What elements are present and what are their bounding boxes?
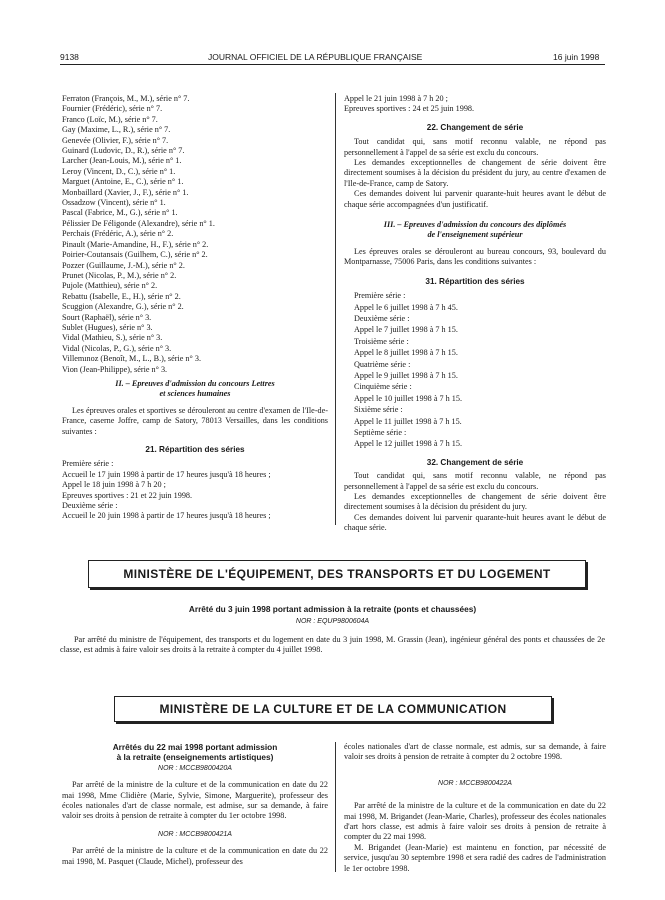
list-item: Monbaillard (Xavier, J., F.), série n° 1. — [62, 187, 189, 197]
paragraph: écoles nationales d'art de classe normale, est admis, sur sa demande, à faire valoir ses droits à pension de retraite à compter du 2 octobre 1998. — [344, 742, 606, 762]
list-item: Poirier-Coutansais (Guilhem, C.), série n° 2. — [62, 250, 208, 260]
list-item: Pujole (Matthieu), série n° 2. — [62, 281, 158, 291]
paragraph: Les demandes exceptionnelles de changement de série doivent être directement soumises à la décision du président du jury, au centre d'examen de l'Ile-de-France, camp de Satory. — [344, 158, 606, 188]
culture-left-column — [62, 742, 328, 867]
serie-label: Cinquième série : — [354, 382, 412, 392]
list-item: Sourt (Raphaël), série n° 3. — [62, 312, 152, 322]
arrete-body: Par arrêté du ministre de l'équipement, des transports et du logement en date du 3 juin 1998, M. Grassin (Jean), ingénieur général des ponts et chaussées de 2e classe, est admis à faire valoir ses droits à la retraite à compter du 4 juillet 1998. — [60, 635, 605, 655]
section-III-paragraph: Les épreuves orales se dérouleront au bureau concours, 93, boulevard du Montparnasse, 75006 Paris, dans les conditions suivantes : — [344, 246, 606, 267]
serie-line: Appel le 11 juillet 1998 à 7 h 15. — [354, 416, 462, 426]
banner-text: MINISTÈRE DE L'ÉQUIPEMENT, DES TRANSPORTS ET DU LOGEMENT — [123, 567, 551, 581]
paragraph: Tout candidat qui, sans motif reconnu valable, ne répond pas personnellement à l'appel de sa série est exclu du concours. — [344, 471, 606, 491]
column-divider — [335, 93, 336, 525]
list-item: Marguet (Antoine, E., C.), série n° 1. — [62, 177, 184, 187]
list-item: Pélissier De Féligonde (Alexandre), série n° 1. — [62, 218, 215, 228]
serie-line: Accueil le 17 juin 1998 à partir de 17 heures jusqu'à 18 heures ; — [62, 469, 271, 479]
section-II-title: II. – Epreuves d'admission du concours Lettres — [115, 379, 275, 388]
paragraph: Les demandes exceptionnelles de changement de série doivent être directement soumises à la décision du président du jury. — [344, 492, 606, 512]
paragraph: M. Brigandet (Jean-Marie) est maintenu en fonction, par nécessité de service, jusqu'au 30 septembre 1998 et sera radié des cadres de l'administration le 1er octobre 1998. — [344, 842, 606, 873]
section-II — [62, 379, 328, 522]
issue-date: 16 juin 1998 — [553, 52, 600, 62]
paragraph: Par arrêté de la ministre de la culture et de la communication en date du 22 mai 1998, Mme Clidière (Marie, Sylvie, Simone, Marguerite), professeur des écoles nationales d'art de classe normale, est admise, sur sa demande, à faire valoir ses droits à pension de retraite à compter du 1er octobre 1998. — [62, 780, 328, 821]
list-item: Gay (Maxime, L., R.), série n° 7. — [62, 125, 171, 135]
ministry-banner-equipement — [88, 560, 586, 588]
serie-line: Accueil le 20 juin 1998 à partir de 17 heures jusqu'à 18 heures ; — [62, 511, 271, 521]
arretes-title: Arrêtés du 22 mai 1998 portant admission — [112, 742, 278, 752]
serie-line: Appel le 9 juillet 1998 à 7 h 15. — [354, 370, 458, 380]
list-item: Vion (Jean-Philippe), série n° 3. — [62, 364, 168, 374]
list-item: Sublet (Hugues), série n° 3. — [62, 322, 153, 332]
serie-line: Appel le 6 juillet 1998 à 7 h 45. — [354, 302, 458, 312]
serie-label: Première série : — [62, 459, 114, 469]
list-item: Scuggion (Alexandre, G.), série n° 2. — [62, 302, 184, 312]
serie-line: Epreuves sportives : 21 et 22 juin 1998. — [62, 490, 193, 500]
list-item: Pinault (Marie-Amandine, H., F.), série n° 2. — [62, 239, 209, 249]
series-list — [344, 290, 606, 450]
page-number: 9138 — [60, 52, 79, 62]
section-III-title: III. – Epreuves d'admission du concours des diplômés — [383, 220, 567, 230]
list-item: Franco (Loïc, M.), série n° 7. — [62, 114, 158, 124]
column-divider — [335, 742, 336, 872]
arretes-subtitle: à la retraite (enseignements artistiques) — [116, 752, 274, 763]
serie-label: Deuxième série : — [62, 501, 118, 511]
paragraph: Tout candidat qui, sans motif reconnu valable, ne répond pas personnellement à l'appel de sa série est exclu du concours. — [344, 137, 606, 157]
paragraph: Ces demandes doivent lui parvenir quarante-huit heures avant le début de chaque série accompagnées d'un justificatif. — [344, 189, 606, 209]
serie-label: Deuxième série : — [354, 313, 410, 323]
nor-reference: NOR : EQUP9800604A — [295, 618, 370, 625]
serie-label: Quatrième série : — [354, 359, 411, 369]
paragraph: Par arrêté de la ministre de la culture et de la communication en date du 22 mai 1998, M. Brigandet (Jean-Marie, Charles), professeur des écoles nationales d'art hors classe, est admis à faire valoir ses droits à pension de retraite à compter du 22 mai 1998. — [344, 801, 606, 842]
serie-label: Troisième série : — [354, 336, 409, 346]
list-item: Pozzer (Guillaume, J.-M.), série n° 2. — [62, 260, 185, 270]
serie-line: Appel le 10 juillet 1998 à 7 h 15. — [354, 393, 463, 403]
serie-line: Epreuves sportives : 24 et 25 juin 1998. — [344, 104, 475, 114]
list-item: Fournier (Frédéric), série n° 7. — [62, 104, 163, 114]
list-item: Guinard (Ludovic, D., R.), série n° 7. — [62, 146, 185, 156]
name-list — [62, 94, 328, 375]
serie-line: Appel le 12 juillet 1998 à 7 h 15. — [354, 439, 463, 449]
serie-line: Appel le 21 juin 1998 à 7 h 20 ; — [344, 94, 448, 103]
list-item: Larcher (Jean-Louis, M.), série n° 1. — [62, 156, 182, 166]
list-item: Leroy (Vincent, D., C.), série n° 1. — [62, 166, 176, 176]
paragraph: Ces demandes doivent lui parvenir quarante-huit heures avant le début de chaque série. — [344, 512, 606, 533]
serie-line: Appel le 7 juillet 1998 à 7 h 15. — [354, 325, 458, 335]
list-item: Pascal (Fabrice, M., G.), série n° 1. — [62, 208, 178, 218]
list-item: Rebattu (Isabelle, E., H.), série n° 2. — [62, 291, 181, 301]
right-column-top — [344, 94, 606, 534]
section-II-subtitle: et sciences humaines — [159, 389, 231, 399]
list-item: Ossadzow (Vincent), série n° 1. — [62, 198, 166, 208]
list-item: Prunet (Nicolas, P., M.), série n° 2. — [62, 270, 177, 280]
arrete-title: Arrêté du 3 juin 1998 portant admission à la retraite (ponts et chaussées) — [188, 604, 477, 614]
subsection-32-title: 32. Changement de série — [426, 457, 524, 467]
serie-line: Appel le 8 juillet 1998 à 7 h 15. — [354, 348, 458, 358]
serie-label: Première série : — [354, 291, 406, 301]
culture-right-column — [344, 742, 606, 874]
subsection-22-title: 22. Changement de série — [426, 122, 524, 132]
header-rule — [60, 64, 605, 65]
subsection-21-title: 21. Répartition des séries — [145, 445, 245, 455]
serie-label: Sixième série : — [354, 405, 403, 415]
list-item: Perchais (Frédéric, A.), série n° 2. — [62, 229, 174, 239]
nor-reference: NOR : MCCB9800421A — [158, 830, 232, 838]
section-II-paragraph: Les épreuves orales et sportives se dérouleront au centre d'examen de l'Ile-de-France, caserne Joffre, camp de Satory, 78013 Versailles, dans les conditions suivantes : — [62, 405, 328, 436]
list-item: Vidal (Nicolas, P., G.), série n° 3. — [62, 343, 172, 353]
paragraph: Par arrêté de la ministre de la culture et de la communication en date du 22 mai 1998, M. Pasquet (Claude, Michel), professeur des — [62, 846, 328, 866]
list-item: Vidal (Mathieu, S.), série n° 3. — [62, 333, 163, 343]
nor-reference: NOR : MCCB9800420A — [158, 764, 232, 772]
serie-label: Septième série : — [354, 427, 407, 437]
nor-reference: NOR : MCCB9800422A — [438, 779, 512, 787]
list-item: Villemınoz (Benoît, M., L., B.), série n° 3. — [62, 354, 201, 364]
serie-line: Appel le 18 juin 1998 à 7 h 20 ; — [62, 480, 166, 490]
list-item: Ferraton (François, M., M.), série n° 7. — [62, 94, 190, 103]
subsection-31-title: 31. Répartition des séries — [425, 276, 525, 286]
banner-text: MINISTÈRE DE LA CULTURE ET DE LA COMMUNICATION — [159, 702, 507, 716]
ministry-banner-culture — [114, 696, 552, 722]
list-item: Genevée (Olivier, F.), série n° 7. — [62, 135, 169, 145]
section-III-subtitle: de l'enseignement supérieur — [427, 230, 523, 240]
journal-title: JOURNAL OFFICIEL DE LA RÉPUBLIQUE FRANÇAISE — [208, 52, 423, 62]
